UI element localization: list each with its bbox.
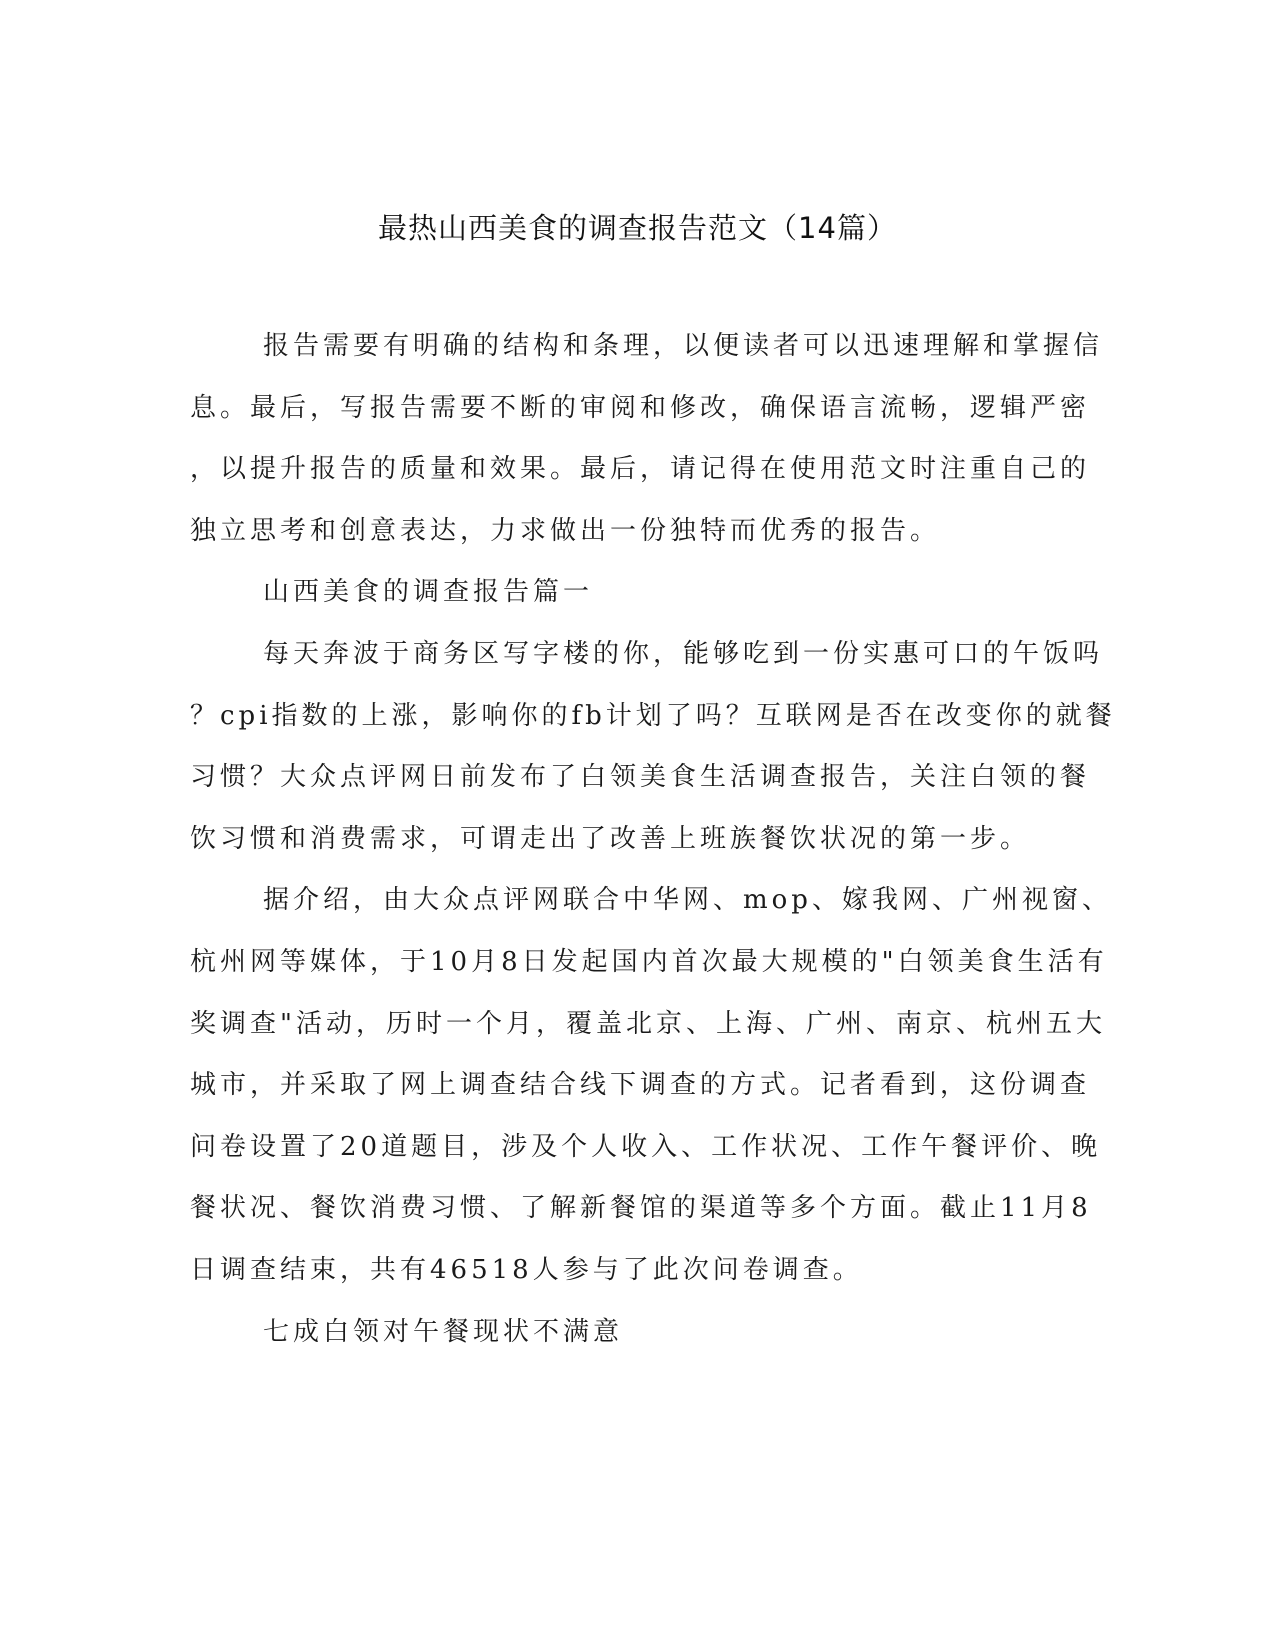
text-line: 城市，并采取了网上调查结合线下调查的方式。记者看到，这份调查 (190, 1070, 1091, 1101)
text-line: 报告需要有明确的结构和条理，以便读者可以迅速理解和掌握信 (263, 331, 1104, 361)
page-title: 最热山西美食的调查报告范文（14篇） (378, 211, 897, 245)
text-line: 独立思考和创意表达，力求做出一份独特而优秀的报告。 (190, 515, 941, 546)
document-body (190, 326, 1116, 1373)
section-heading: 山西美食的调查报告篇一 (263, 577, 594, 608)
text-line: ，以提升报告的质量和效果。最后，请记得在使用范文时注重自己的 (190, 454, 1091, 485)
text-line: 习惯？大众点评网日前发布了白领美食生活调查报告，关注白领的餐 (190, 762, 1091, 793)
text-line: 问卷设置了20道题目，涉及个人收入、工作状况、工作午餐评价、晚 (190, 1131, 1102, 1162)
section-heading: 七成白领对午餐现状不满意 (263, 1316, 624, 1347)
text-line: 饮习惯和消费需求，可谓走出了改善上班族餐饮状况的第一步。 (190, 823, 1031, 854)
text-line: 日调查结束，共有46518人参与了此次问卷调查。 (190, 1254, 863, 1285)
text-line: ？cpi指数的上涨，影响你的fb计划了吗？互联网是否在改变你的就餐 (190, 700, 1116, 731)
text-line: 据介绍，由大众点评网联合中华网、mop、嫁我网、广州视窗、 (263, 885, 1112, 916)
text-line: 杭州网等媒体，于10月8日发起国内首次最大规模的"白领美食生活有 (190, 946, 1108, 977)
text-line: 每天奔波于商务区写字楼的你，能够吃到一份实惠可口的午饭吗 (263, 638, 1104, 669)
text-line: 餐状况、餐饮消费习惯、了解新餐馆的渠道等多个方面。截止11月8 (190, 1193, 1092, 1224)
text-line: 奖调查"活动，历时一个月，覆盖北京、上海、广州、南京、杭州五大 (190, 1008, 1106, 1039)
text-line: 息。最后，写报告需要不断的审阅和修改，确保语言流畅，逻辑严密 (190, 392, 1091, 423)
